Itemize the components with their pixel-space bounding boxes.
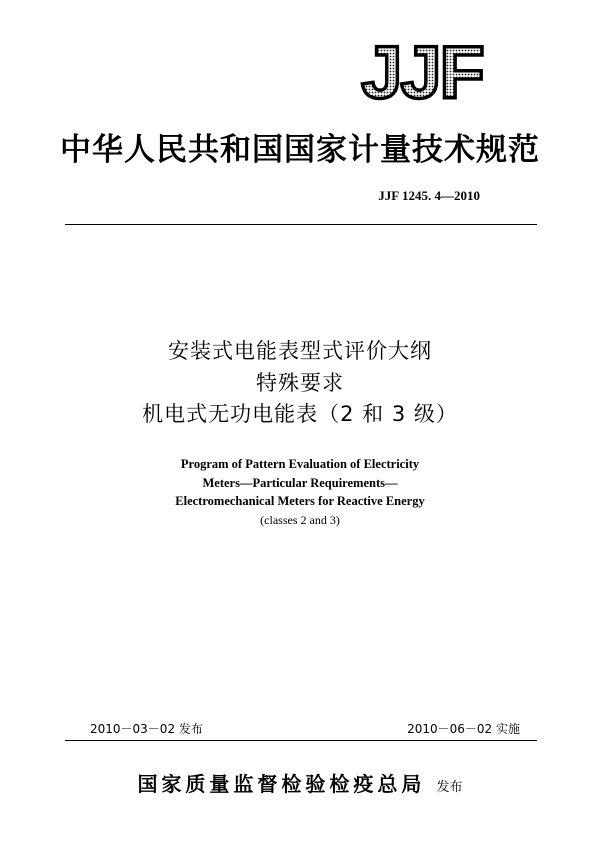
chinese-title-line-1: 安装式电能表型式评价大纲 — [168, 339, 432, 363]
english-title-line-2: Meters—Particular Requirements— — [202, 476, 398, 490]
english-title-line-3: Electromechanical Meters for Reactive Energy — [175, 494, 425, 508]
effective-date: 2010－06－02 实施 — [407, 722, 520, 736]
chinese-title-line-3: 机电式无功电能表（2 和 3 级） — [142, 402, 458, 426]
bottom-divider — [65, 740, 537, 741]
jjf-logo — [344, 40, 500, 104]
issue-date: 2010－03－02 发布 — [90, 722, 203, 736]
logo-text: JJF — [361, 40, 483, 104]
english-subtitle: (classes 2 and 3) — [260, 513, 340, 527]
issuer-suffix: 发布 — [436, 780, 463, 795]
top-divider — [65, 224, 537, 225]
issuer-line — [0, 768, 600, 797]
issuer-name: 国家质量监督检验检疫总局 — [137, 772, 426, 796]
standard-code: JJF 1245. 4—2010 — [378, 188, 480, 203]
chinese-title-line-2: 特殊要求 — [256, 371, 344, 395]
english-title-line-1: Program of Pattern Evaluation of Electricity — [180, 457, 420, 471]
document-category-title: 中华人民共和国国家计量技术规范 — [60, 132, 540, 168]
